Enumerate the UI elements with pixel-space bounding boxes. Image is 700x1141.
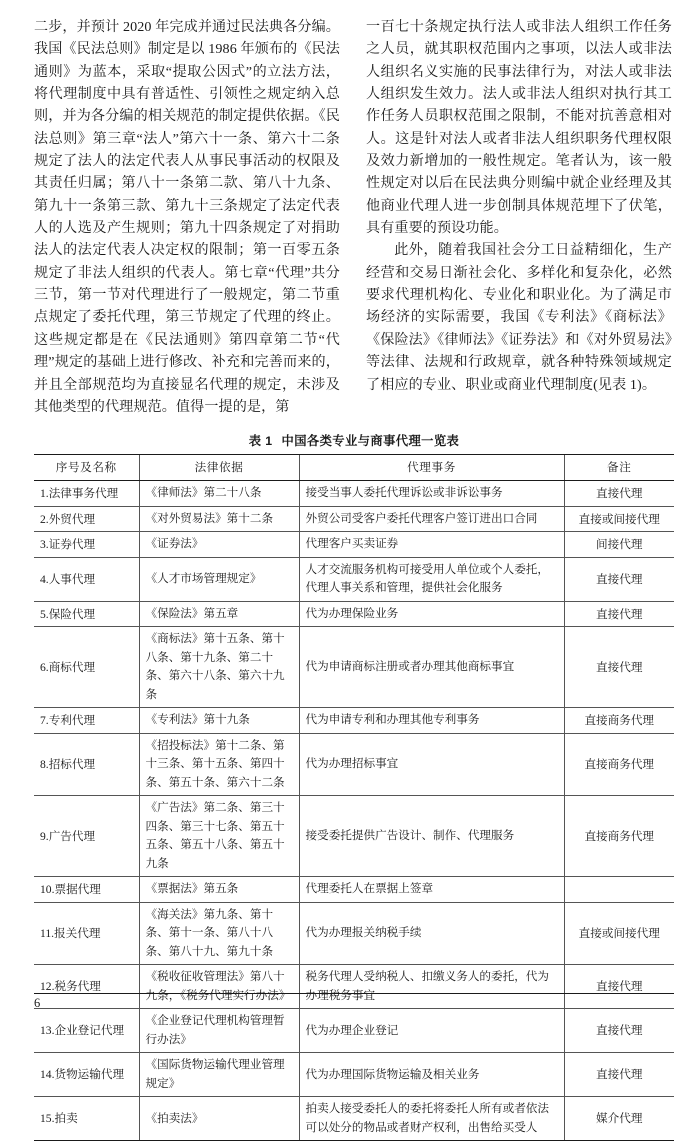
cell-note: 间接代理 xyxy=(564,532,674,558)
cell-note: 直接代理 xyxy=(564,481,674,507)
cell-law: 《人才市场管理规定》 xyxy=(139,557,299,601)
cell-matter: 代为申请商标注册或者办理其他商标事宜 xyxy=(299,627,564,708)
cell-matter: 代为办理招标事宜 xyxy=(299,733,564,796)
table-caption xyxy=(34,431,674,449)
cell-law: 《国际货物运输代理业管理规定》 xyxy=(139,1053,299,1097)
table-row xyxy=(34,733,674,796)
cell-note: 直接代理 xyxy=(564,965,674,1009)
cell-law: 《税收征收管理法》第八十九条，《税务代理实行办法》 xyxy=(139,965,299,1009)
cell-name: 13.企业登记代理 xyxy=(34,1009,139,1053)
cell-law: 《专利法》第十九条 xyxy=(139,708,299,734)
table-caption-title: 中国各类专业与商事代理一览表 xyxy=(281,434,460,449)
table-row xyxy=(34,877,674,903)
page-number: 6 xyxy=(34,996,41,1010)
cell-note: 直接商务代理 xyxy=(564,708,674,734)
table-body xyxy=(34,481,674,1141)
cell-law: 《企业登记代理机构管理暂行办法》 xyxy=(139,1009,299,1053)
cell-name: 11.报关代理 xyxy=(34,902,139,965)
body-paragraph: 此外，随着我国社会分工日益精细化，生产经营和交易日渐社会化、多样化和复杂化，必然要求代理机构化、专业化和职业化。为了满足市场经济的实际需要，我国《专利法》《商标法》《保险法》《律师法》《证券法》和《对外贸易法》等法律、法规和行政规章，就各种特殊领域规定了相应的专业、职业或商业代理制度(见表 1)。 xyxy=(366,242,672,393)
cell-name: 5.保险代理 xyxy=(34,601,139,627)
cell-law: 《拍卖法》 xyxy=(139,1097,299,1141)
cell-matter: 外贸公司受客户委托代理客户签订进出口合同 xyxy=(299,506,564,532)
cell-matter: 代为办理保险业务 xyxy=(299,601,564,627)
cell-note: 直接或间接代理 xyxy=(564,506,674,532)
cell-name: 15.拍卖 xyxy=(34,1097,139,1141)
column-header-matter: 代理事务 xyxy=(299,455,564,481)
cell-name: 9.广告代理 xyxy=(34,796,139,877)
table-row xyxy=(34,557,674,601)
cell-name: 4.人事代理 xyxy=(34,557,139,601)
cell-note: 直接代理 xyxy=(564,1009,674,1053)
table-row xyxy=(34,481,674,507)
cell-matter: 代为办理企业登记 xyxy=(299,1009,564,1053)
cell-name: 14.货物运输代理 xyxy=(34,1053,139,1097)
left-column xyxy=(34,16,340,418)
cell-name: 6.商标代理 xyxy=(34,627,139,708)
right-column xyxy=(366,16,672,396)
cell-note: 直接或间接代理 xyxy=(564,902,674,965)
table-caption-number: 表 1 xyxy=(248,434,273,449)
cell-law: 《对外贸易法》第十二条 xyxy=(139,506,299,532)
agency-table xyxy=(34,454,674,1141)
body-paragraph: 一百七十条规定执行法人或非法人组织工作任务之人员，就其职权范围内之事项，以法人或非法人组织名义实施的民事法律行为，对法人或非法人组织发生效力。法人或非法人组织对执行其工作任务人员职权范围之限制，不能对抗善意相对人。这是针对法人或者非法人组织职务代理权限及效力新增加的一般性规定。笔者认为，该一般性规定对以后在民法典分则编中就企业经理及其他商业代理人进一步创制具体规范埋下了伏笔，具有重要的预设功能。 xyxy=(366,19,672,237)
table-row xyxy=(34,506,674,532)
cell-name: 8.招标代理 xyxy=(34,733,139,796)
cell-name: 1.法律事务代理 xyxy=(34,481,139,507)
table-header-row xyxy=(34,455,674,481)
cell-matter: 接受当事人委托代理诉讼或非诉讼事务 xyxy=(299,481,564,507)
cell-matter: 拍卖人接受委托人的委托将委托人所有或者依法可以处分的物品或者财产权利，出售给买受人 xyxy=(299,1097,564,1141)
cell-note: 直接代理 xyxy=(564,601,674,627)
cell-note: 直接商务代理 xyxy=(564,796,674,877)
cell-law: 《广告法》第二条、第三十四条、第三十七条、第五十五条、第五十八条、第五十九条 xyxy=(139,796,299,877)
cell-law: 《招投标法》第十二条、第十三条、第十五条、第四十条、第五十条、第六十二条 xyxy=(139,733,299,796)
column-header-note: 备注 xyxy=(564,455,674,481)
table-row xyxy=(34,1097,674,1141)
body-paragraph: 二步，并预计 2020 年完成并通过民法典各分编。我国《民法总则》制定是以 1986 年颁布的《民法通则》为蓝本，采取“提取公因式”的立法方法，将代理制度中具有普适性、引领性之规定纳入总则，并为各分编的相关规范的制定提供依据。《民法总则》第三章“法人”第六十一条、第六十二条规定了法人的法定代表人从事民事活动的权限及其责任归属；第八十一条第二款、第八十九条、第九十一条第三款、第九十三条规定了法定代表人的人选及产生规则；第九十四条规定了对捐助法人的法定代表人决定权的限制；第一百零五条规定了非法人组织的代表人。第七章“代理”共分三节，第一节对代理进行了一般规定，第二节重点规定了委托代理，第三节规定了代理的终止。这些规定都是在《民法通则》第四章第二节“代理”规定的基础上进行修改、补充和完善而来的，并且全部规范均为直接显名代理的规定，未涉及其他类型的代理规范。值得一提的是，第 xyxy=(34,19,340,415)
cell-name: 12.税务代理 xyxy=(34,965,139,1009)
cell-matter: 人才交流服务机构可接受用人单位或个人委托，代理人事关系和管理，提供社会化服务 xyxy=(299,557,564,601)
cell-name: 10.票据代理 xyxy=(34,877,139,903)
cell-matter: 接受委托提供广告设计、制作、代理服务 xyxy=(299,796,564,877)
column-header-name: 序号及名称 xyxy=(34,455,139,481)
two-column-body xyxy=(34,16,674,418)
table-row xyxy=(34,1053,674,1097)
cell-note xyxy=(564,877,674,903)
cell-note: 媒介代理 xyxy=(564,1097,674,1141)
cell-matter: 税务代理人受纳税人、扣缴义务人的委托，代为办理税务事宜 xyxy=(299,965,564,1009)
cell-law: 《证券法》 xyxy=(139,532,299,558)
table-row xyxy=(34,601,674,627)
table-row xyxy=(34,796,674,877)
cell-note: 直接商务代理 xyxy=(564,733,674,796)
cell-law: 《商标法》第十五条、第十八条、第十九条、第二十条、第六十八条、第六十九条 xyxy=(139,627,299,708)
cell-law: 《律师法》第二十八条 xyxy=(139,481,299,507)
cell-name: 7.专利代理 xyxy=(34,708,139,734)
cell-law: 《票据法》第五条 xyxy=(139,877,299,903)
table-row xyxy=(34,1009,674,1053)
cell-matter: 代理客户买卖证券 xyxy=(299,532,564,558)
cell-name: 3.证券代理 xyxy=(34,532,139,558)
cell-matter: 代为办理报关纳税手续 xyxy=(299,902,564,965)
cell-note: 直接代理 xyxy=(564,557,674,601)
cell-note: 直接代理 xyxy=(564,1053,674,1097)
table-row xyxy=(34,708,674,734)
cell-matter: 代为申请专利和办理其他专利事务 xyxy=(299,708,564,734)
table-row xyxy=(34,627,674,708)
page-footer xyxy=(34,993,674,1011)
column-header-law: 法律依据 xyxy=(139,455,299,481)
cell-note: 直接代理 xyxy=(564,627,674,708)
cell-law: 《海关法》第九条、第十条、第十一条、第八十八条、第八十九、第九十条 xyxy=(139,902,299,965)
cell-matter: 代为办理国际货物运输及相关业务 xyxy=(299,1053,564,1097)
table-row xyxy=(34,532,674,558)
cell-law: 《保险法》第五章 xyxy=(139,601,299,627)
cell-name: 2.外贸代理 xyxy=(34,506,139,532)
cell-matter: 代理委托人在票据上签章 xyxy=(299,877,564,903)
table-row xyxy=(34,902,674,965)
